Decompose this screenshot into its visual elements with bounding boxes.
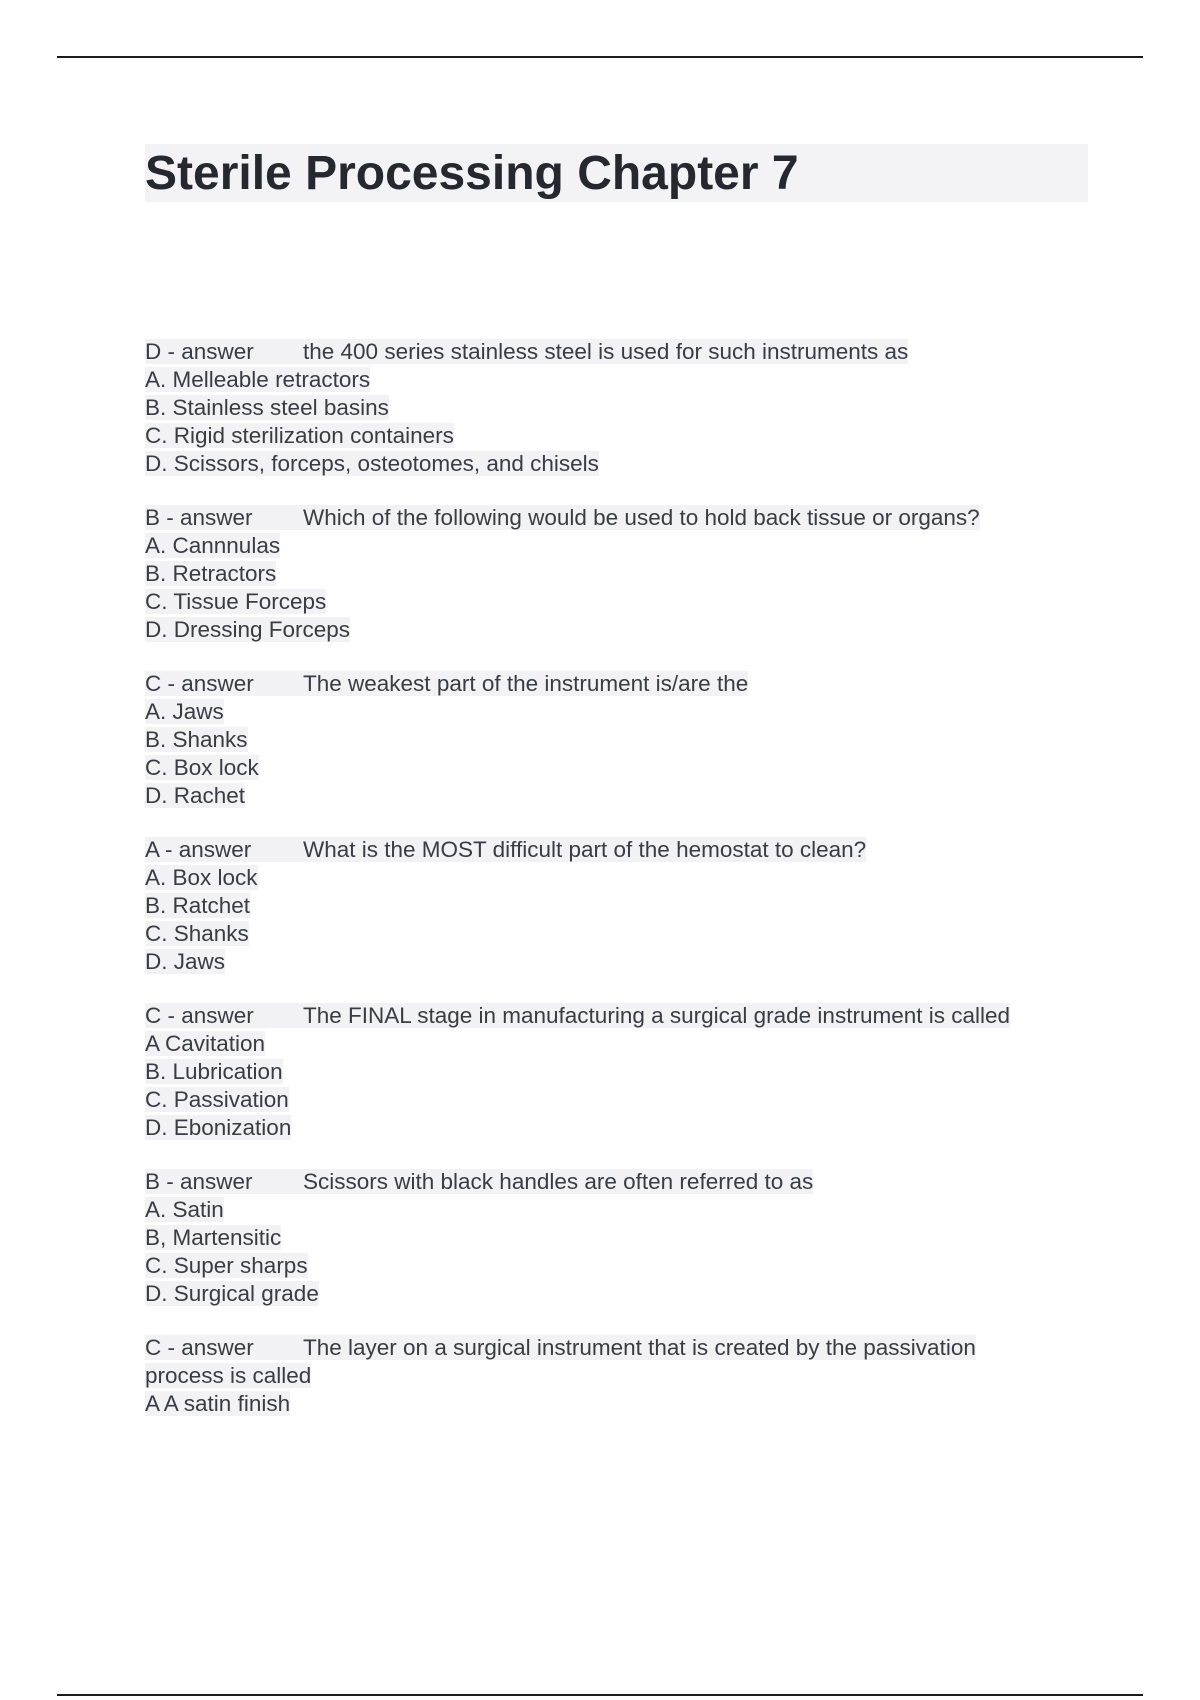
question-block (145, 504, 1075, 644)
answer-option: A. Melleable retractors (145, 367, 371, 392)
answer-option: D. Surgical grade (145, 1281, 319, 1306)
answer-option: C. Rigid sterilization containers (145, 423, 454, 448)
answer-option: B, Martensitic (145, 1225, 282, 1250)
answer-option: B. Stainless steel basins (145, 395, 389, 420)
question-text: The weakest part of the instrument is/are the (303, 671, 749, 696)
question-block (145, 836, 1075, 976)
question-text: Scissors with black handles are often referred to as (303, 1169, 814, 1194)
question-block (145, 1002, 1075, 1142)
top-rule (57, 56, 1143, 58)
answer-option: C. Passivation (145, 1087, 289, 1112)
question-text: The layer on a surgical instrument that is created by the passivation (303, 1335, 976, 1360)
answer-label: C - answer (145, 1335, 254, 1360)
answer-label: D - answer (145, 339, 254, 364)
answer-option: D. Ebonization (145, 1115, 292, 1140)
bottom-rule (57, 1694, 1143, 1696)
answer-label: B - answer (145, 505, 253, 530)
answer-option: A A satin finish (145, 1391, 291, 1416)
answer-option: C. Tissue Forceps (145, 589, 327, 614)
answer-option: D. Scissors, forceps, osteotomes, and chisels (145, 451, 599, 476)
page-title: Sterile Processing Chapter 7 (145, 147, 799, 200)
answer-option: D. Jaws (145, 949, 226, 974)
question-text: What is the MOST difficult part of the hemostat to clean? (303, 837, 867, 862)
title-banner (145, 144, 1088, 202)
question-list (145, 338, 1075, 1444)
answer-option: A. Cannnulas (145, 533, 281, 558)
question-block (145, 1334, 1075, 1418)
answer-label: A - answer (145, 837, 252, 862)
answer-label: C - answer (145, 671, 254, 696)
question-text: the 400 series stainless steel is used for such instruments as (303, 339, 909, 364)
question-text-continued: process is called (145, 1363, 312, 1388)
answer-option: B. Shanks (145, 727, 248, 752)
answer-option: A. Satin (145, 1197, 224, 1222)
question-block (145, 338, 1075, 478)
answer-option: C. Shanks (145, 921, 249, 946)
answer-label: C - answer (145, 1003, 254, 1028)
question-text: Which of the following would be used to hold back tissue or organs? (303, 505, 980, 530)
question-text: The FINAL stage in manufacturing a surgical grade instrument is called (303, 1003, 1011, 1028)
answer-option: B. Ratchet (145, 893, 251, 918)
answer-option: A. Box lock (145, 865, 258, 890)
answer-option: C. Super sharps (145, 1253, 308, 1278)
answer-option: D. Dressing Forceps (145, 617, 351, 642)
answer-option: B. Lubrication (145, 1059, 283, 1084)
question-block (145, 670, 1075, 810)
answer-option: A Cavitation (145, 1031, 266, 1056)
answer-label: B - answer (145, 1169, 253, 1194)
answer-option: D. Rachet (145, 783, 246, 808)
answer-option: C. Box lock (145, 755, 259, 780)
answer-option: A. Jaws (145, 699, 224, 724)
question-block (145, 1168, 1075, 1308)
answer-option: B. Retractors (145, 561, 277, 586)
